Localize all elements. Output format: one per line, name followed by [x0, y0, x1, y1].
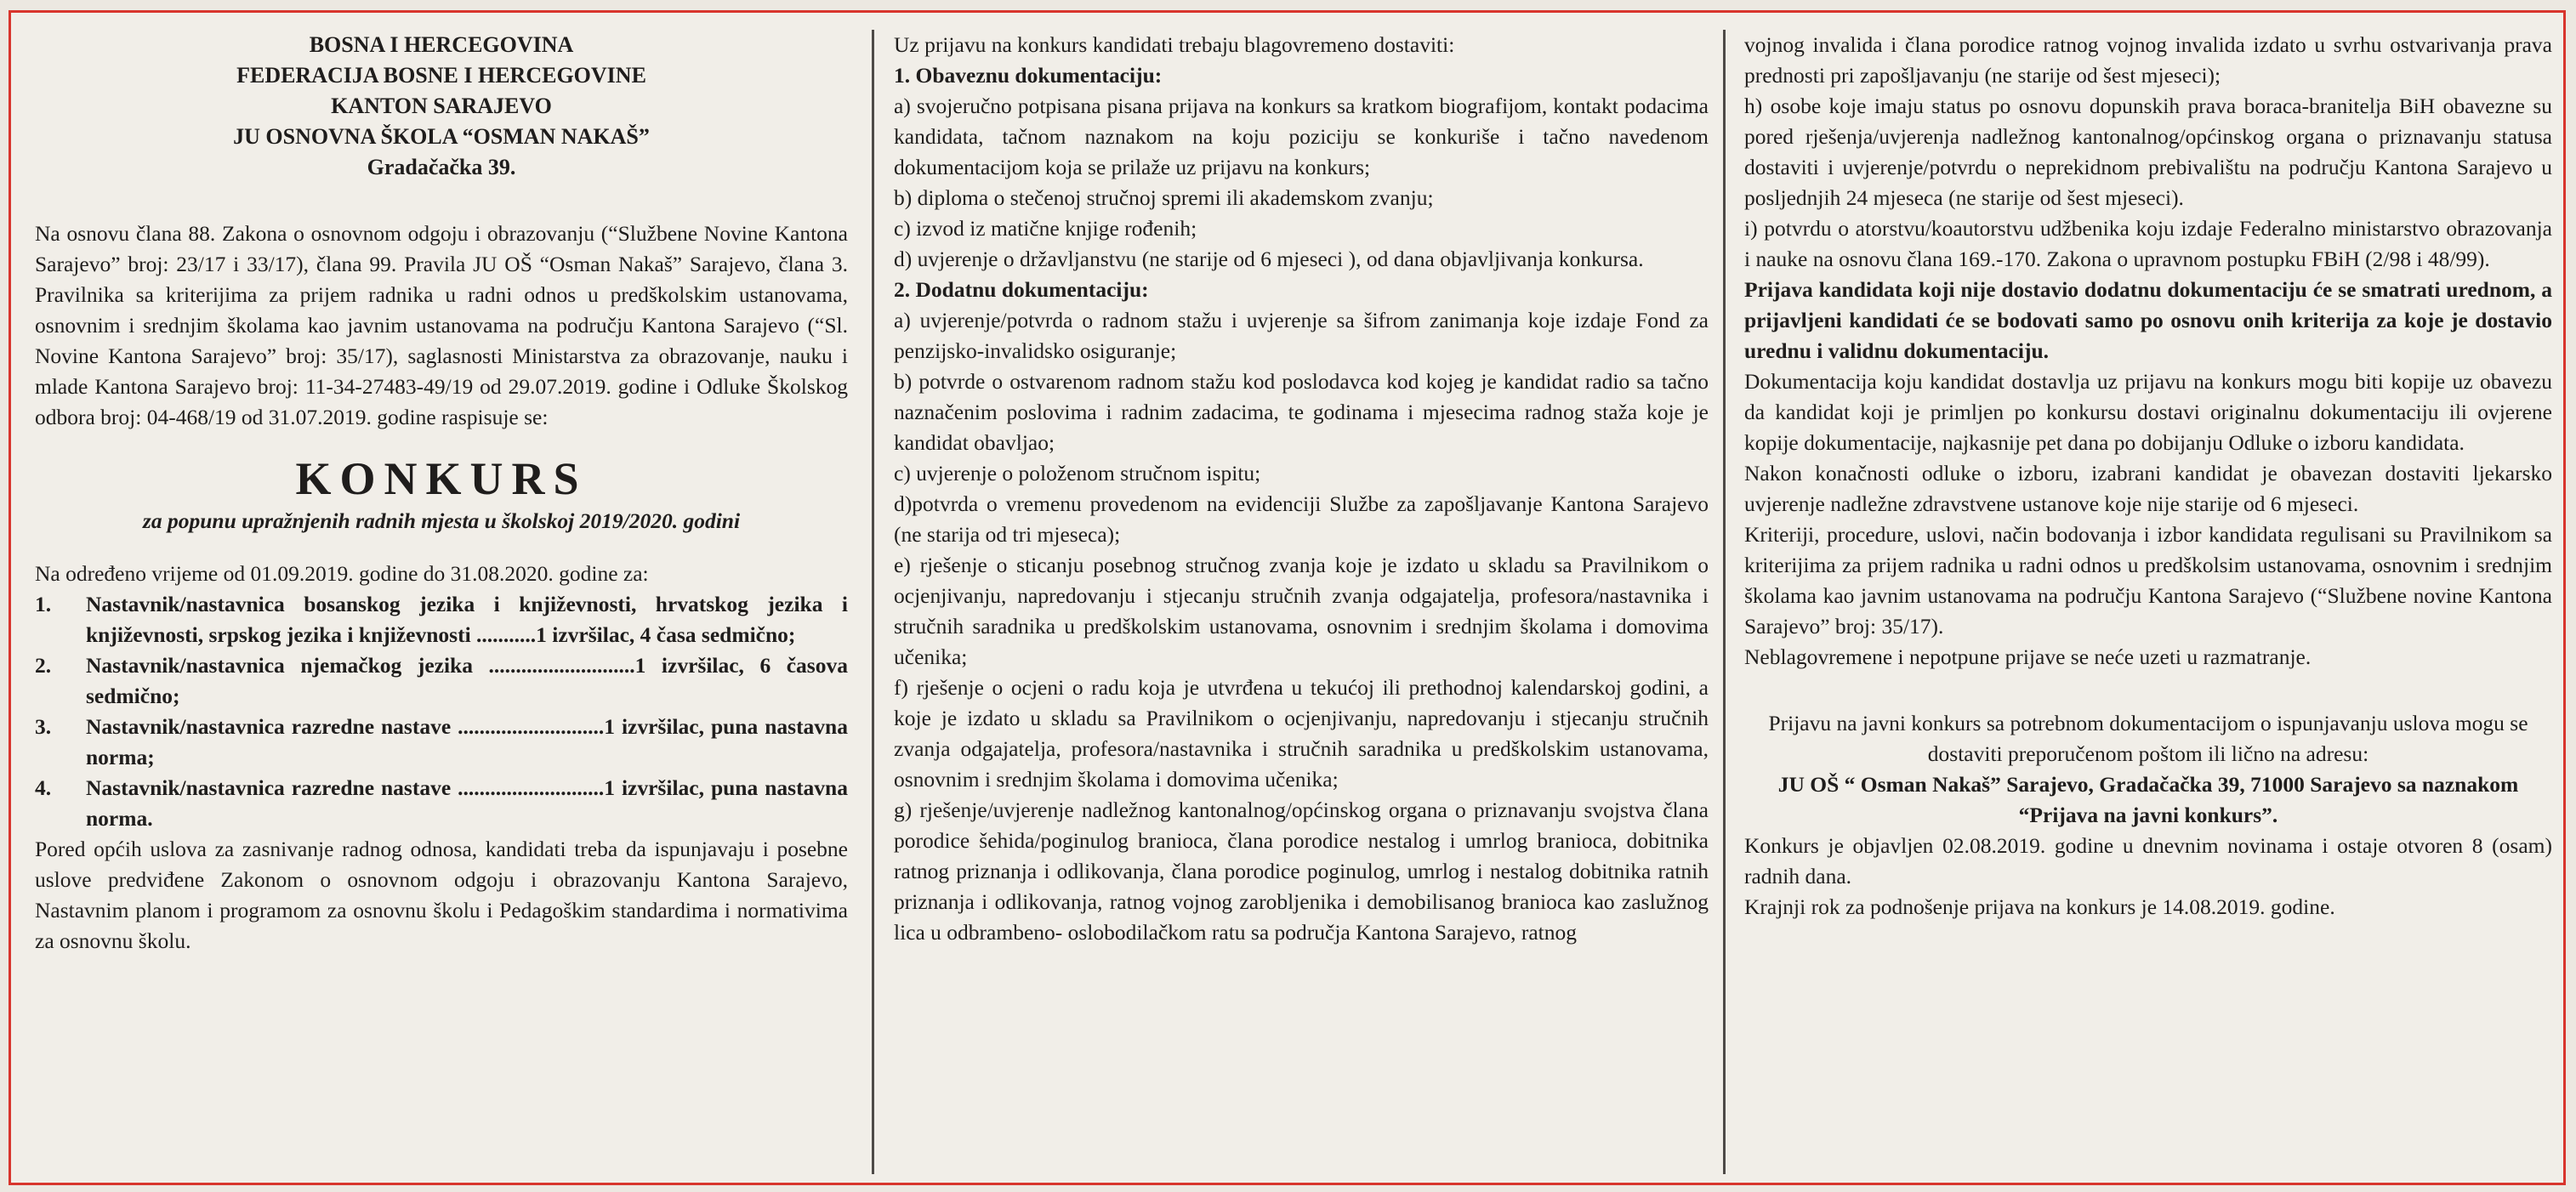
- intro-paragraph: Na osnovu člana 88. Zakona o osnovnom odgoju i obrazovanju (“Službene Novine Kantona Sarajevo” broj: 23/17 i 33/17), člana 99. Pravila JU OŠ “Osman Nakaš” Sarajevo, člana 3. Pravilnika sa kriterijima za prijem radnika u radni odnos u predškolskim ustanovama, osnovnim i srednjim školama kao javnim ustanovama na području Kantona Sarajevo (“Sl. Novine Kantona Sarajevo” broj: 35/17), saglasnosti Ministarstva za obrazovanje, nauku i mlade Kantona Sarajevo broj: 11-34-27483-49/19 od 29.07.2019. godine i Odluke Školskog odbora broj: 04-468/19 od 31.07.2019. godine raspisuje se:: [35, 221, 848, 429]
- additional-doc-item-continued: vojnog invalida i člana porodice ratnog vojnog invalida izdato u svrhu ostvarivanja prava prednosti pri zapošljavanju (ne starije od šest mjeseci);: [1744, 32, 2552, 88]
- general-conditions: Pored općih uslova za zasnivanje radnog odnosa, kandidati treba da ispunjavaju i posebne uslove predviđene Zakonom o osnovnom odgoju i obrazovanju Kantona Sarajevo, Nastavnim planom i programom za osnovnu školu i Pedagoškim standardima i normativima za osnovnu školu.: [35, 837, 848, 953]
- position-text: Nastavnik/nastavnica razredne nastave ...........................1 izvršilac, puna nastavna norma;: [86, 714, 848, 769]
- column-1: [35, 30, 848, 956]
- header-address: Gradačačka 39.: [367, 155, 516, 179]
- copies-note: Dokumentacija koju kandidat dostavlja uz prijavu na konkurs mogu biti kopije uz obavezu da kandidat koji je primljen po konkursu dostavi originalnu dokumentaciju ili ovjerene kopije dokumentacije, najkasnije pet dana po dobijanju Odluke o izboru kandidata.: [1744, 369, 2552, 455]
- position-item: [35, 712, 848, 773]
- medical-note: Nakon konačnosti odluke o izboru, izabrani kandidat je obavezan dostaviti ljekarsko uvjerenje nadležne zdravstvene ustanove koje nije starije od 6 mjeseci.: [1744, 461, 2552, 516]
- position-number: 3.: [35, 714, 52, 739]
- column-3: [1744, 30, 2552, 922]
- position-text: Nastavnik/nastavnica razredne nastave ...........................1 izvršilac, puna nastavna norma.: [86, 775, 848, 831]
- criteria-note: Kriteriji, procedure, uslovi, način bodovanja i izbor kandidata regulisani su Pravilnikom sa kriterijima za prijem radnika u radni odnos u predškolsim ustanovama, osnovnim i srednjim školama kao javnim ustanovama na području Kantona Sarajevo (“Službene novine Kantona Sarajevo” broj: 35/17).: [1744, 522, 2552, 639]
- position-number: 4.: [35, 775, 52, 800]
- position-item: [35, 589, 848, 650]
- additional-doc-item: f) rješenje o ocjeni o radu koja je utvrđena u tekućoj ili prethodnoj kalendarskoj godini, a koje je izdato u skladu sa Pravilnikom o ocjenjivanju, napredovanju i stjecanju stručnih zvanja odgajatelja, profesora/nastavnika i stručnih saradnika u predškolskim ustanovama, osnovnim i srednjim školama i domovima učenika;: [894, 675, 1709, 792]
- position-item: [35, 773, 848, 834]
- column-divider: [1723, 30, 1726, 1174]
- column-divider: [872, 30, 874, 1174]
- late-applications-note: Neblagovremene i nepotpune prijave se neće uzeti u razmatranje.: [1744, 644, 2312, 669]
- additional-doc-item: h) osobe koje imaju status po osnovu dopunskih prava boraca-branitelja BiH obavezne su pored rješenja/uvjerenja nadležnog kantonalnog/općinskog organa o priznavanju statusa dostaviti i uvjerenje/potvrdu o neprekidnom prebivalištu na području Kantona Sarajevo u posljednjih 24 mjeseca (ne starije od šest mjeseci).: [1744, 94, 2552, 210]
- employment-period: Na određeno vrijeme od 01.09.2019. godine do 31.08.2020. godine za:: [35, 561, 649, 586]
- additional-doc-item: c) uvjerenje o položenom stručnom ispitu;: [894, 461, 1261, 485]
- position-number: 1.: [35, 592, 52, 616]
- additional-doc-item: i) potvrdu o atorstvu/koautorstvu udžbenika koju izdaje Federalno ministarstvo obrazovanja i nauke na osnovu člana 169.-170. Zakona o upravnom postupku FBiH (2/98 i 48/99).: [1744, 216, 2552, 271]
- header-canton: KANTON SARAJEVO: [331, 94, 552, 118]
- position-item: [35, 650, 848, 712]
- additional-doc-item: e) rješenje o sticanju posebnog stručnog zvanja koje je izdato u skladu sa Pravilnikom o ocjenjivanju, napredovanju i stjecanju stručnih zvanja odgajatelja, profesora/nastavnika i stručnih saradnika u predškolskim ustanovama, osnovnim i srednjim školama i domovima učenika;: [894, 553, 1709, 669]
- additional-doc-item: a) uvjerenje/potvrda o radnom stažu i uvjerenje sa šifrom zanimanja koje izdaje Fond za penzijsko-invalidsko osiguranje;: [894, 308, 1709, 363]
- header-country: BOSNA I HERCEGOVINA: [309, 32, 574, 57]
- mandatory-doc-item: a) svojeručno potpisana pisana prijava na konkurs sa kratkom biografijom, kontakt podacima kandidata, tačnom naznakom na koju poziciju se konkuriše i tačno navedenom dokumentacijom koja se prilaže uz prijavu na konkurs;: [894, 94, 1709, 179]
- mandatory-doc-item: c) izvod iz matične knjige rođenih;: [894, 216, 1197, 241]
- column-2: [894, 30, 1709, 948]
- page-subtitle: za popunu upražnjenih radnih mjesta u školskoj 2019/2020. godini: [142, 508, 741, 533]
- newspaper-notice: [9, 10, 2566, 1185]
- documents-intro: Uz prijavu na konkurs kandidati trebaju blagovremeno dostaviti:: [894, 32, 1455, 57]
- deadline-note: Krajnji rok za podnošenje prijava na konkurs je 14.08.2019. godine.: [1744, 894, 2335, 919]
- submission-note: Prijavu na javni konkurs sa potrebnom dokumentacijom o ispunjavanju uslova mogu se dostaviti preporučenom poštom ili lično na adresu:: [1768, 711, 2528, 766]
- additional-doc-item: d)potvrda o vremenu provedenom na evidenciji Službe za zapošljavanje Kantona Sarajevo (ne starija od tri mjeseca);: [894, 491, 1709, 547]
- additional-doc-item: g) rješenje/uvjerenje nadležnog kantonalnog/općinskog organa o priznavanju svojstva člana porodice šehida/poginulog branioca, člana porodice nestalog i umrlog branioca, dobitnika ratnog priznanja i odlikovanja, člana porodice poginulog, umrlog i nestalog dobitnika ratnih priznanja i odlikovanja, ratnog vojnog zarobljenika i demobilisanog branioca kao zaslužnog lica u odbrambeno- oslobodilačkom ratu sa područja Kantona Sarajevo, ratnog: [894, 798, 1709, 945]
- mandatory-docs-heading: 1. Obaveznu dokumentaciju:: [894, 63, 1163, 88]
- publication-note: Konkurs je objavljen 02.08.2019. godine u dnevnim novinama i ostaje otvoren 8 (osam) radnih dana.: [1744, 833, 2552, 888]
- position-number: 2.: [35, 653, 52, 678]
- additional-docs-heading: 2. Dodatnu dokumentaciju:: [894, 277, 1149, 302]
- mandatory-doc-item: b) diploma o stečenoj stručnoj spremi ili akademskom zvanju;: [894, 185, 1434, 210]
- institution-header: [35, 30, 848, 183]
- page-title: KONKURS: [295, 453, 588, 504]
- additional-doc-item: b) potvrde o ostvarenom radnom stažu kod poslodavca kod kojeg je kandidat radio sa tačno naznačenim poslovima i radnim zadacima, te godinama i mjesecima radnog staža koje je kandidat obavljao;: [894, 369, 1709, 455]
- validity-note: Prijava kandidata koji nije dostavio dodatnu dokumentaciju će se smatrati urednom, a prijavljeni kandidati će se bodovati samo po osnovu onih kriterija za koje je dostavio urednu i validnu dokumentaciju.: [1744, 277, 2552, 363]
- header-federation: FEDERACIJA BOSNE I HERCEGOVINE: [236, 63, 646, 88]
- submission-address: JU OŠ “ Osman Nakaš” Sarajevo, Gradačačka 39, 71000 Sarajevo sa naznakom “Prijava na javni konkurs”.: [1777, 772, 2519, 827]
- header-school: JU OSNOVNA ŠKOLA “OSMAN NAKAŠ”: [233, 124, 650, 149]
- mandatory-doc-item: d) uvjerenje o državljanstvu (ne starije od 6 mjeseci ), od dana objavljivanja konkursa.: [894, 247, 1644, 271]
- position-text: Nastavnik/nastavnica njemačkog jezika ...........................1 izvršilac, 6 časova sedmično;: [86, 653, 848, 708]
- position-text: Nastavnik/nastavnica bosanskog jezika i književnosti, hrvatskog jezika i književnosti, srpskog jezika i književnosti ...........1 izvršilac, 4 časa sedmično;: [86, 592, 848, 647]
